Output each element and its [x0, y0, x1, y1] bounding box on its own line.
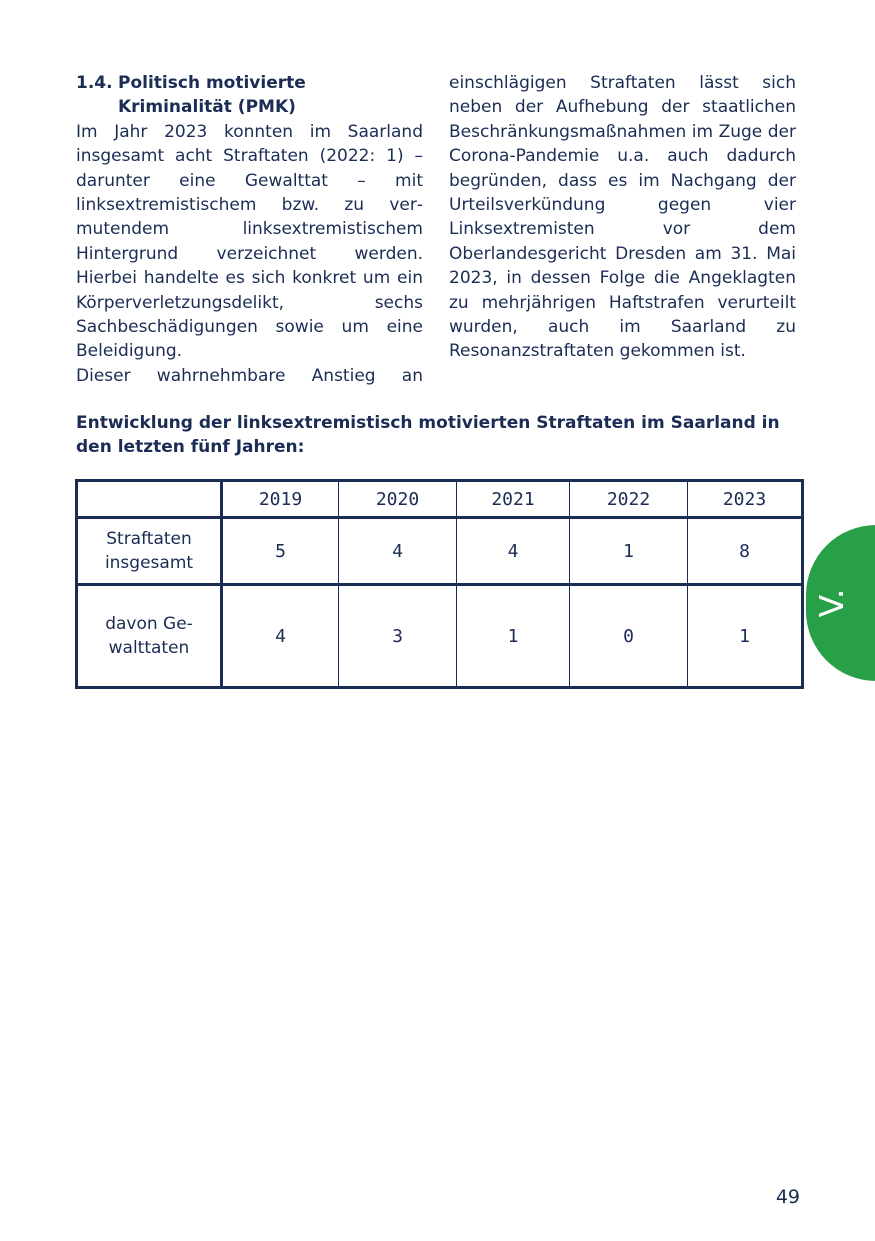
- table-cell: 4: [339, 518, 457, 585]
- table-cell: 4: [222, 585, 339, 688]
- year-header: 2022: [570, 481, 688, 518]
- year-header: 2023: [688, 481, 803, 518]
- section-title-line-1: Politisch motivierte: [118, 73, 306, 93]
- page-number: 49: [775, 1186, 800, 1208]
- section-heading: [76, 71, 423, 120]
- row-label-total: Straftaten insgesamt: [77, 518, 222, 585]
- table-cell: 4: [457, 518, 570, 585]
- table-cell: 1: [570, 518, 688, 585]
- paragraph-2-continued: einschlägigen Straftaten lässt sich neben der Aufhebung der staatlichen Beschränkungsmaßnahmen im Zuge der Corona-Pandemie u.a. auch dadurch begründen, dass es im Nachgang der Urteilsverkündung gegen vier Linksextremisten vor dem Oberlandesgericht Dresden am 31. Mai 2023, in dessen Folge die Angeklagten zu mehrjährigen Haftstrafen verurteilt wurden, auch im Saarland zu Resonanzstraftaten gekommen ist.: [449, 73, 796, 362]
- year-header: 2019: [222, 481, 339, 518]
- table-cell: 0: [570, 585, 688, 688]
- table-header-row: [77, 481, 803, 518]
- table-cell: 5: [222, 518, 339, 585]
- row-label-violent: davon Gewalttaten: [77, 585, 222, 688]
- table-row-total: [77, 518, 803, 585]
- table-cell: 3: [339, 585, 457, 688]
- table-row-violent: [77, 585, 803, 688]
- left-column: [76, 71, 423, 388]
- statistics-table: [75, 479, 804, 689]
- section-title: [118, 71, 423, 120]
- section-number: 1.4.: [76, 73, 113, 93]
- paragraph-1: Im Jahr 2023 konnten im Saarland insgesamt acht Straftaten (2022: 1) – darunter eine Gewalttat – mit linksextremistischem bzw. zu vermutendem linksextremistischem Hintergrund verzeichnet werden. Hierbei handelte es sich konkret um ein Körperverletzungsdelikt, sechs Sachbeschädigungen sowie um eine Beleidigung.: [76, 121, 423, 362]
- table-cell: 8: [688, 518, 803, 585]
- paragraph-2-start: Dieser wahrnehmbare Anstieg an: [76, 365, 423, 386]
- table-corner-cell: [77, 481, 222, 518]
- chapter-tab-label: V.: [812, 588, 851, 618]
- table-caption: Entwicklung der linksextremistisch motivierten Straftaten im Saarland in den letzten fünf Jahren:: [76, 413, 780, 458]
- table-cell: 1: [457, 585, 570, 688]
- year-header: 2021: [457, 481, 570, 518]
- right-column: [449, 71, 796, 364]
- year-header: 2020: [339, 481, 457, 518]
- section-title-line-2: Kriminalität (PMK): [118, 97, 296, 118]
- table-cell: 1: [688, 585, 803, 688]
